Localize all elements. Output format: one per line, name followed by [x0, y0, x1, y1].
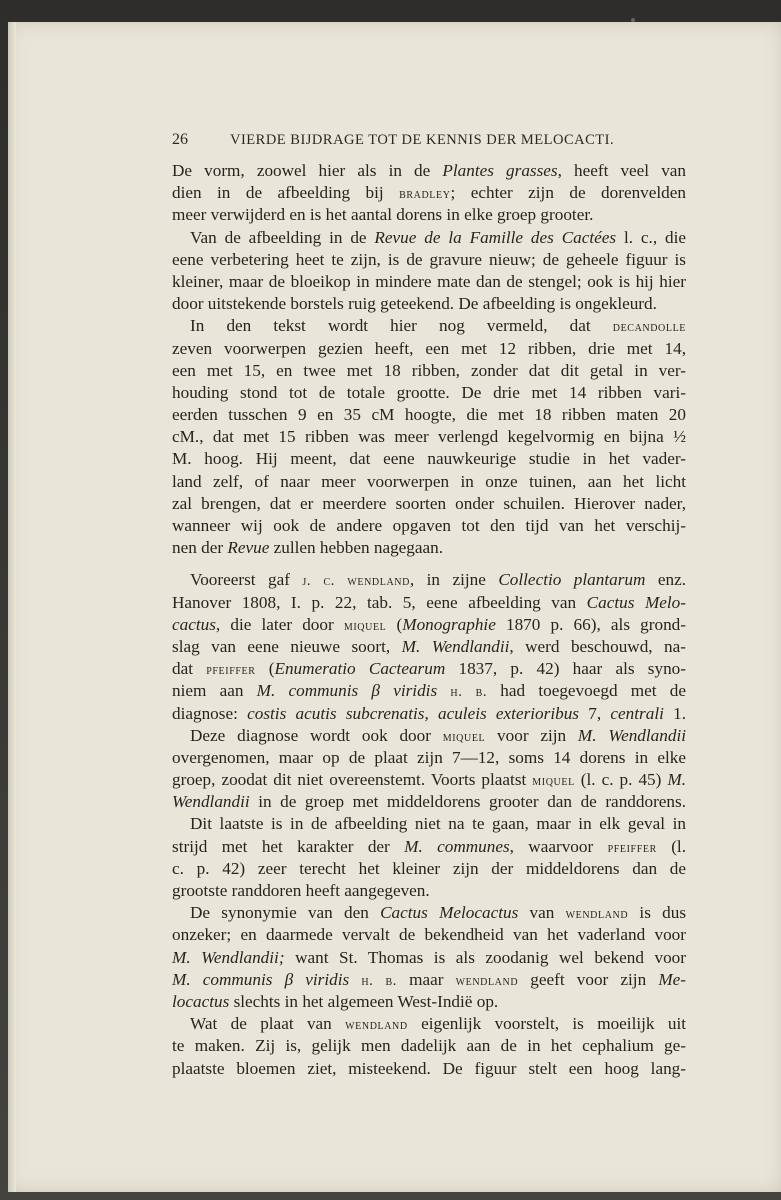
text-run: Deze diagnose wordt ook door [190, 725, 443, 745]
text-line [172, 1058, 686, 1080]
text-line [172, 769, 686, 791]
text-run: overgenomen, maar op de plaat zijn 7—12, soms 14 dorens in elke [172, 747, 686, 767]
text-line [172, 160, 686, 182]
text-run: 1870 p. 66), als grond- [495, 614, 686, 634]
text-run: De vorm, zoowel hier als in de [172, 161, 443, 180]
text-run: voor zijn [485, 725, 578, 745]
italic-text: Enumeratio Cactearum [274, 659, 446, 679]
text-run [349, 970, 361, 989]
italic-text: Revue [227, 538, 270, 558]
text-run: strijd met het karakter der [172, 836, 405, 856]
text-run: l. c., die [616, 227, 687, 247]
smallcaps-name: j. c. wendland [302, 573, 410, 590]
text-run: land zelf, of naar meer voorwerpen in onze tuinen, aan het licht [172, 471, 686, 491]
text-run: Dit laatste is in de afbeelding niet na te gaan, maar in elk geval in [190, 814, 686, 834]
italic-text: M. communes [404, 836, 510, 856]
text-line [172, 680, 686, 702]
text-run: Van de afbeelding in de [190, 227, 375, 247]
smallcaps-name: wendland [345, 1017, 408, 1034]
text-run: in de groep met middeldorens grooter dan de randdorens. [249, 792, 686, 812]
text-run: nen der [172, 538, 228, 558]
text-line [172, 448, 686, 470]
text-run: dat [172, 659, 207, 679]
italic-text: M. communis β viridis [256, 681, 438, 701]
italic-text: Me- [658, 969, 686, 989]
text-line [172, 747, 686, 769]
text-run: , die later door [215, 614, 344, 634]
italic-text: Monographie [402, 614, 496, 634]
text-run: te maken. Zij is, gelijk men dadelijk aan de in het cephalium ge- [172, 1036, 686, 1056]
text-line [172, 293, 686, 315]
text-run: Vooreerst gaf [190, 570, 303, 590]
smallcaps-name: bradley [399, 186, 451, 203]
text-line [172, 569, 686, 591]
text-line [172, 902, 686, 924]
text-line [172, 271, 686, 293]
text-run: zal brengen, dat er meerdere soorten onder schuilen. Hierover nader, [172, 493, 686, 513]
text-run: van [518, 903, 566, 923]
italic-text: M. Wendlandii [577, 725, 686, 745]
text-run: geeft voor zijn [518, 969, 659, 989]
italic-text: locactus [172, 991, 230, 1011]
text-line [172, 404, 686, 426]
text-run: cM., dat met 15 ribben was meer verlengd kegelvormig en bijna ½ [172, 427, 686, 447]
text-line [172, 204, 686, 226]
smallcaps-name: miquel [442, 728, 486, 745]
text-run: plaatste bloemen ziet, misteekend. De figuur stelt een hoog lang- [172, 1058, 686, 1078]
text-line [172, 703, 686, 725]
text-run: grootste randdoren heeft aangegeven. [172, 881, 430, 900]
text-run: slag van eene nieuwe soort, [172, 636, 402, 656]
text-run: zeven voorwerpen gezien heeft, een met 12 ribben, drie met 14, [172, 338, 686, 358]
text-line [172, 592, 686, 614]
text-run: 7, [579, 703, 611, 723]
text-run: want St. Thomas is als zoodanig wel bekend voor [284, 947, 686, 967]
italic-text: Collectio plantarum [498, 570, 646, 590]
text-run: eene verbetering heet te zijn, is de gravure nieuw; de geheele figuur is [172, 249, 686, 269]
text-run: Hanover 1808, I. p. 22, tab. 5, eene afbeelding van [172, 592, 587, 612]
text-line [172, 969, 686, 991]
text-line [172, 471, 686, 493]
text-line [172, 338, 686, 360]
text-run: (l. c. p. 45) [574, 770, 668, 790]
text-run: is dus [628, 903, 687, 923]
text-run: , werd beschouwd, na- [509, 636, 686, 656]
text-run: 1. [663, 703, 687, 723]
italic-text: M. [667, 770, 686, 790]
text-run: kleiner, maar de bloeikop in mindere mate dan de stengel; ook is hij hier [172, 271, 686, 291]
text-line [172, 537, 686, 559]
text-run: groep, zoodat dit niet overeenstemt. Voorts plaatst [172, 770, 533, 790]
text-line [172, 493, 686, 515]
text-run: c. p. 42) zeer terecht het kleiner zijn der middeldorens dan de [172, 858, 686, 878]
text-line [172, 836, 686, 858]
text-run: , heeft veel van [557, 161, 687, 180]
text-run: wanneer wij ook de andere opgaven tot den tijd van het verschij- [172, 516, 686, 535]
text-run: houding stond tot de totale grootte. De drie met 14 ribben vari- [172, 382, 686, 402]
smallcaps-name: wendland [565, 906, 629, 923]
text-run: eigenlijk voorstelt, is moeilijk uit [407, 1014, 686, 1034]
text-run: De synonymie van den [190, 903, 381, 923]
text-run: niem aan [172, 681, 257, 701]
smallcaps-name: miquel [343, 617, 387, 634]
text-line [172, 813, 686, 835]
text-run: , waarvoor [509, 836, 608, 856]
section-gap [172, 559, 686, 569]
text-line [172, 658, 686, 680]
text-line [172, 382, 686, 404]
text-line [172, 614, 686, 636]
italic-text: Wendlandii [172, 792, 250, 812]
text-run: diagnose: [172, 703, 248, 723]
text-run: ( [386, 614, 403, 634]
italic-text: Revue de la Famille des Cactées [374, 227, 617, 247]
running-header [172, 131, 682, 149]
text-run: door uitstekende borstels ruig geteekend. De afbeelding is ongekleurd. [172, 294, 657, 314]
text-line [172, 725, 686, 747]
text-line [172, 947, 686, 969]
text-run: dien in de afbeelding bij [172, 183, 400, 203]
text-run: 1837, p. 42) haar als syno- [445, 659, 686, 679]
text-line [172, 1013, 686, 1035]
text-line [172, 924, 686, 946]
text-run: ( [255, 659, 275, 679]
smallcaps-name: pfeiffer [607, 839, 657, 856]
page-gutter [8, 22, 16, 1192]
text-run: een met 15, en twee met 18 ribben, zonder dat dit getal in ver- [172, 360, 686, 380]
smallcaps-name: wendland [455, 972, 519, 989]
text-run: ; echter zijn de dorenvelden [450, 183, 686, 203]
text-line [172, 991, 686, 1013]
smallcaps-name: h. b. [361, 972, 397, 989]
text-line [172, 426, 686, 448]
text-run [437, 681, 450, 700]
text-line [172, 791, 686, 813]
text-line [172, 227, 686, 249]
italic-text: cactus [172, 614, 216, 634]
text-line [172, 515, 686, 537]
text-run: onzeker; en daarmede vervalt de bekendheid van het vaderland voor [172, 925, 686, 945]
smallcaps-name: miquel [532, 773, 575, 790]
text-run: Wat de plaat van [190, 1014, 346, 1034]
smallcaps-name: decandolle [612, 319, 686, 336]
text-line [172, 182, 686, 204]
text-line [172, 636, 686, 658]
running-title: VIERDE BIJDRAGE TOT DE KENNIS DER MELOCACTI. [230, 132, 615, 148]
body-text [172, 160, 686, 1080]
text-run: zullen hebben nagegaan. [269, 538, 444, 558]
text-line [172, 1035, 686, 1057]
text-run: eerden tusschen 9 en 35 cM hoogte, die met 18 ribben maten 20 [172, 405, 686, 425]
text-run: M. hoog. Hij meent, dat eene nauwkeurige studie in het vader- [172, 449, 686, 469]
italic-text: Cactus Melo- [586, 592, 686, 612]
text-run: slechts in het algemeen West-Indië op. [229, 991, 499, 1011]
text-run: In den tekst wordt hier nog vermeld, dat [190, 316, 613, 336]
italic-text: centrali [610, 703, 664, 723]
italic-text: M. Wendlandii; [172, 947, 285, 967]
text-run: (l. [656, 836, 686, 856]
text-run: meer verwijderd en is het aantal dorens in elke groep grooter. [172, 205, 594, 225]
text-line [172, 249, 686, 271]
italic-text: costis acutis subcrenatis, aculeis exterioribus [247, 703, 579, 723]
text-run: had toegevoegd met de [487, 681, 686, 701]
text-line [172, 858, 686, 880]
page-number: 26 [172, 131, 188, 148]
italic-text: M. communis β viridis [172, 969, 350, 989]
paper-speck [631, 18, 635, 22]
text-line [172, 360, 686, 382]
text-line [172, 315, 686, 337]
text-run: maar [396, 969, 456, 989]
italic-text: Cactus Melocactus [380, 903, 519, 923]
text-run: enz. [645, 570, 686, 590]
smallcaps-name: h. b. [450, 684, 488, 701]
smallcaps-name: pfeiffer [206, 662, 256, 679]
italic-text: M. Wendlandii [401, 636, 510, 656]
italic-text: Plantes grasses [442, 161, 558, 180]
text-line [172, 880, 686, 902]
text-run: , in zijne [409, 570, 499, 590]
